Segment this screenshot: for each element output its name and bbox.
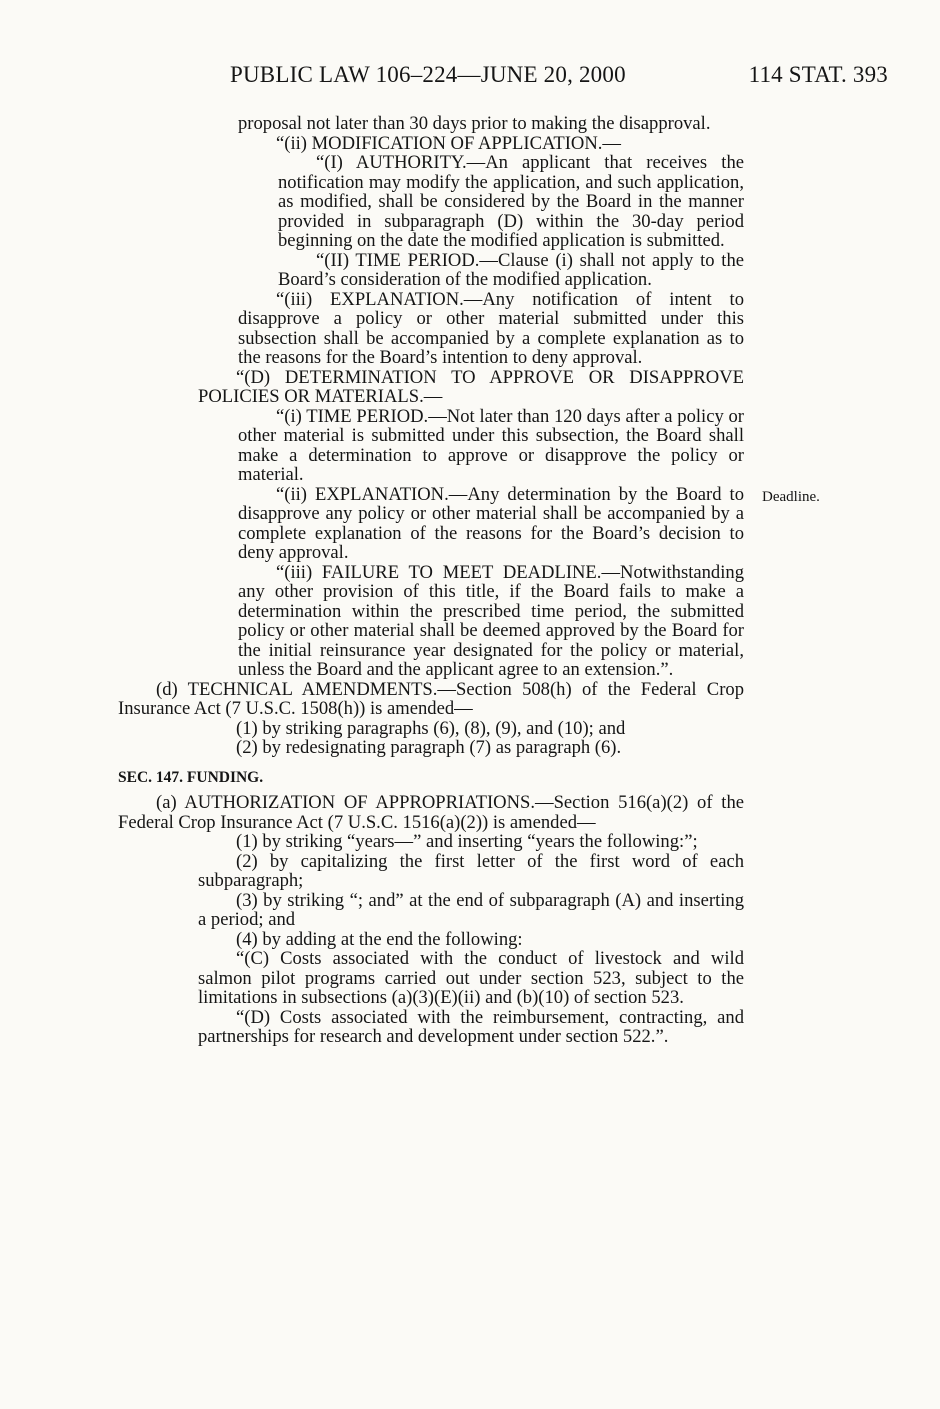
paragraph: (1) by striking “years—” and inserting “years the following:”; xyxy=(236,831,698,852)
paragraph: “(II) TIME PERIOD.—Clause (i) shall not apply to the Board’s consideration of the modified application. xyxy=(278,249,744,290)
paragraph: “(iii) EXPLANATION.—Any notification of intent to disapprove a policy or other material submitted under this subsection shall be accompanied by a complete explanation as to the reasons for the Board’s intention to deny approval. xyxy=(238,288,744,368)
page-header xyxy=(230,62,888,92)
paragraph: (d) TECHNICAL AMENDMENTS.—Section 508(h) of the Federal Crop Insurance Act (7 U.S.C. 1508(h)) is amended— xyxy=(118,678,744,719)
paragraph: proposal not later than 30 days prior to making the disapproval. xyxy=(238,113,711,134)
paragraph: “(C) Costs associated with the conduct of livestock and wild salmon pilot programs carried out under section 523, subject to the limitations in subsections (a)(3)(E)(ii) and (b)(10) of section 523. xyxy=(198,948,744,1008)
statute-page-number: 114 STAT. 393 xyxy=(748,62,888,87)
paragraph: “(ii) EXPLANATION.—Any determination by the Board to disapprove any policy or other material shall be accompanied by a complete explanation of the reasons for the Board’s decision to deny approval. xyxy=(238,483,744,563)
paragraph: “(D) DETERMINATION TO APPROVE OR DISAPPROVE POLICIES OR MATERIALS.— xyxy=(198,366,744,407)
paragraph: “(ii) MODIFICATION OF APPLICATION.— xyxy=(276,132,622,154)
paragraph: “(D) Costs associated with the reimbursement, contracting, and partnerships for research and development under section 522.”. xyxy=(198,1006,744,1047)
section-heading: SEC. 147. FUNDING. xyxy=(118,768,264,786)
paragraph: (1) by striking paragraphs (6), (8), (9), and (10); and xyxy=(236,717,626,739)
paragraph: “(i) TIME PERIOD.—Not later than 120 days after a policy or other material is submitted under this subsection, the Board shall make a determination to approve or disapprove the policy or material. xyxy=(238,405,744,485)
body-text xyxy=(118,114,744,1047)
paragraph: “(iii) FAILURE TO MEET DEADLINE.—Notwithstanding any other provision of this title, if the Board fails to make a determination within the prescribed time period, the submitted policy or other material shall be deemed approved by the Board for the initial reinsurance year designated for the policy or material, unless the Board and the applicant agree to an extension.”. xyxy=(238,561,744,680)
paragraph: (4) by adding at the end the following: xyxy=(236,928,523,950)
paragraph: (3) by striking “; and” at the end of subparagraph (A) and inserting a period; and xyxy=(198,889,744,930)
running-head: PUBLIC LAW 106–224—JUNE 20, 2000 xyxy=(230,62,626,87)
paragraph: (2) by capitalizing the first letter of the first word of each subparagraph; xyxy=(198,850,744,891)
margin-note-deadline: Deadline. xyxy=(762,489,820,505)
paragraph: “(I) AUTHORITY.—An applicant that receives the notification may modify the application, and such application, as modified, shall be considered by the Board in the manner provided in subparagraph (D) within the 30-day period beginning on the date the modified application is submitted. xyxy=(278,152,744,251)
paragraph: (a) AUTHORIZATION OF APPROPRIATIONS.—Section 516(a)(2) of the Federal Crop Insurance Act (7 U.S.C. 1516(a)(2)) is amended— xyxy=(118,792,744,833)
paragraph: (2) by redesignating paragraph (7) as paragraph (6). xyxy=(236,737,622,758)
